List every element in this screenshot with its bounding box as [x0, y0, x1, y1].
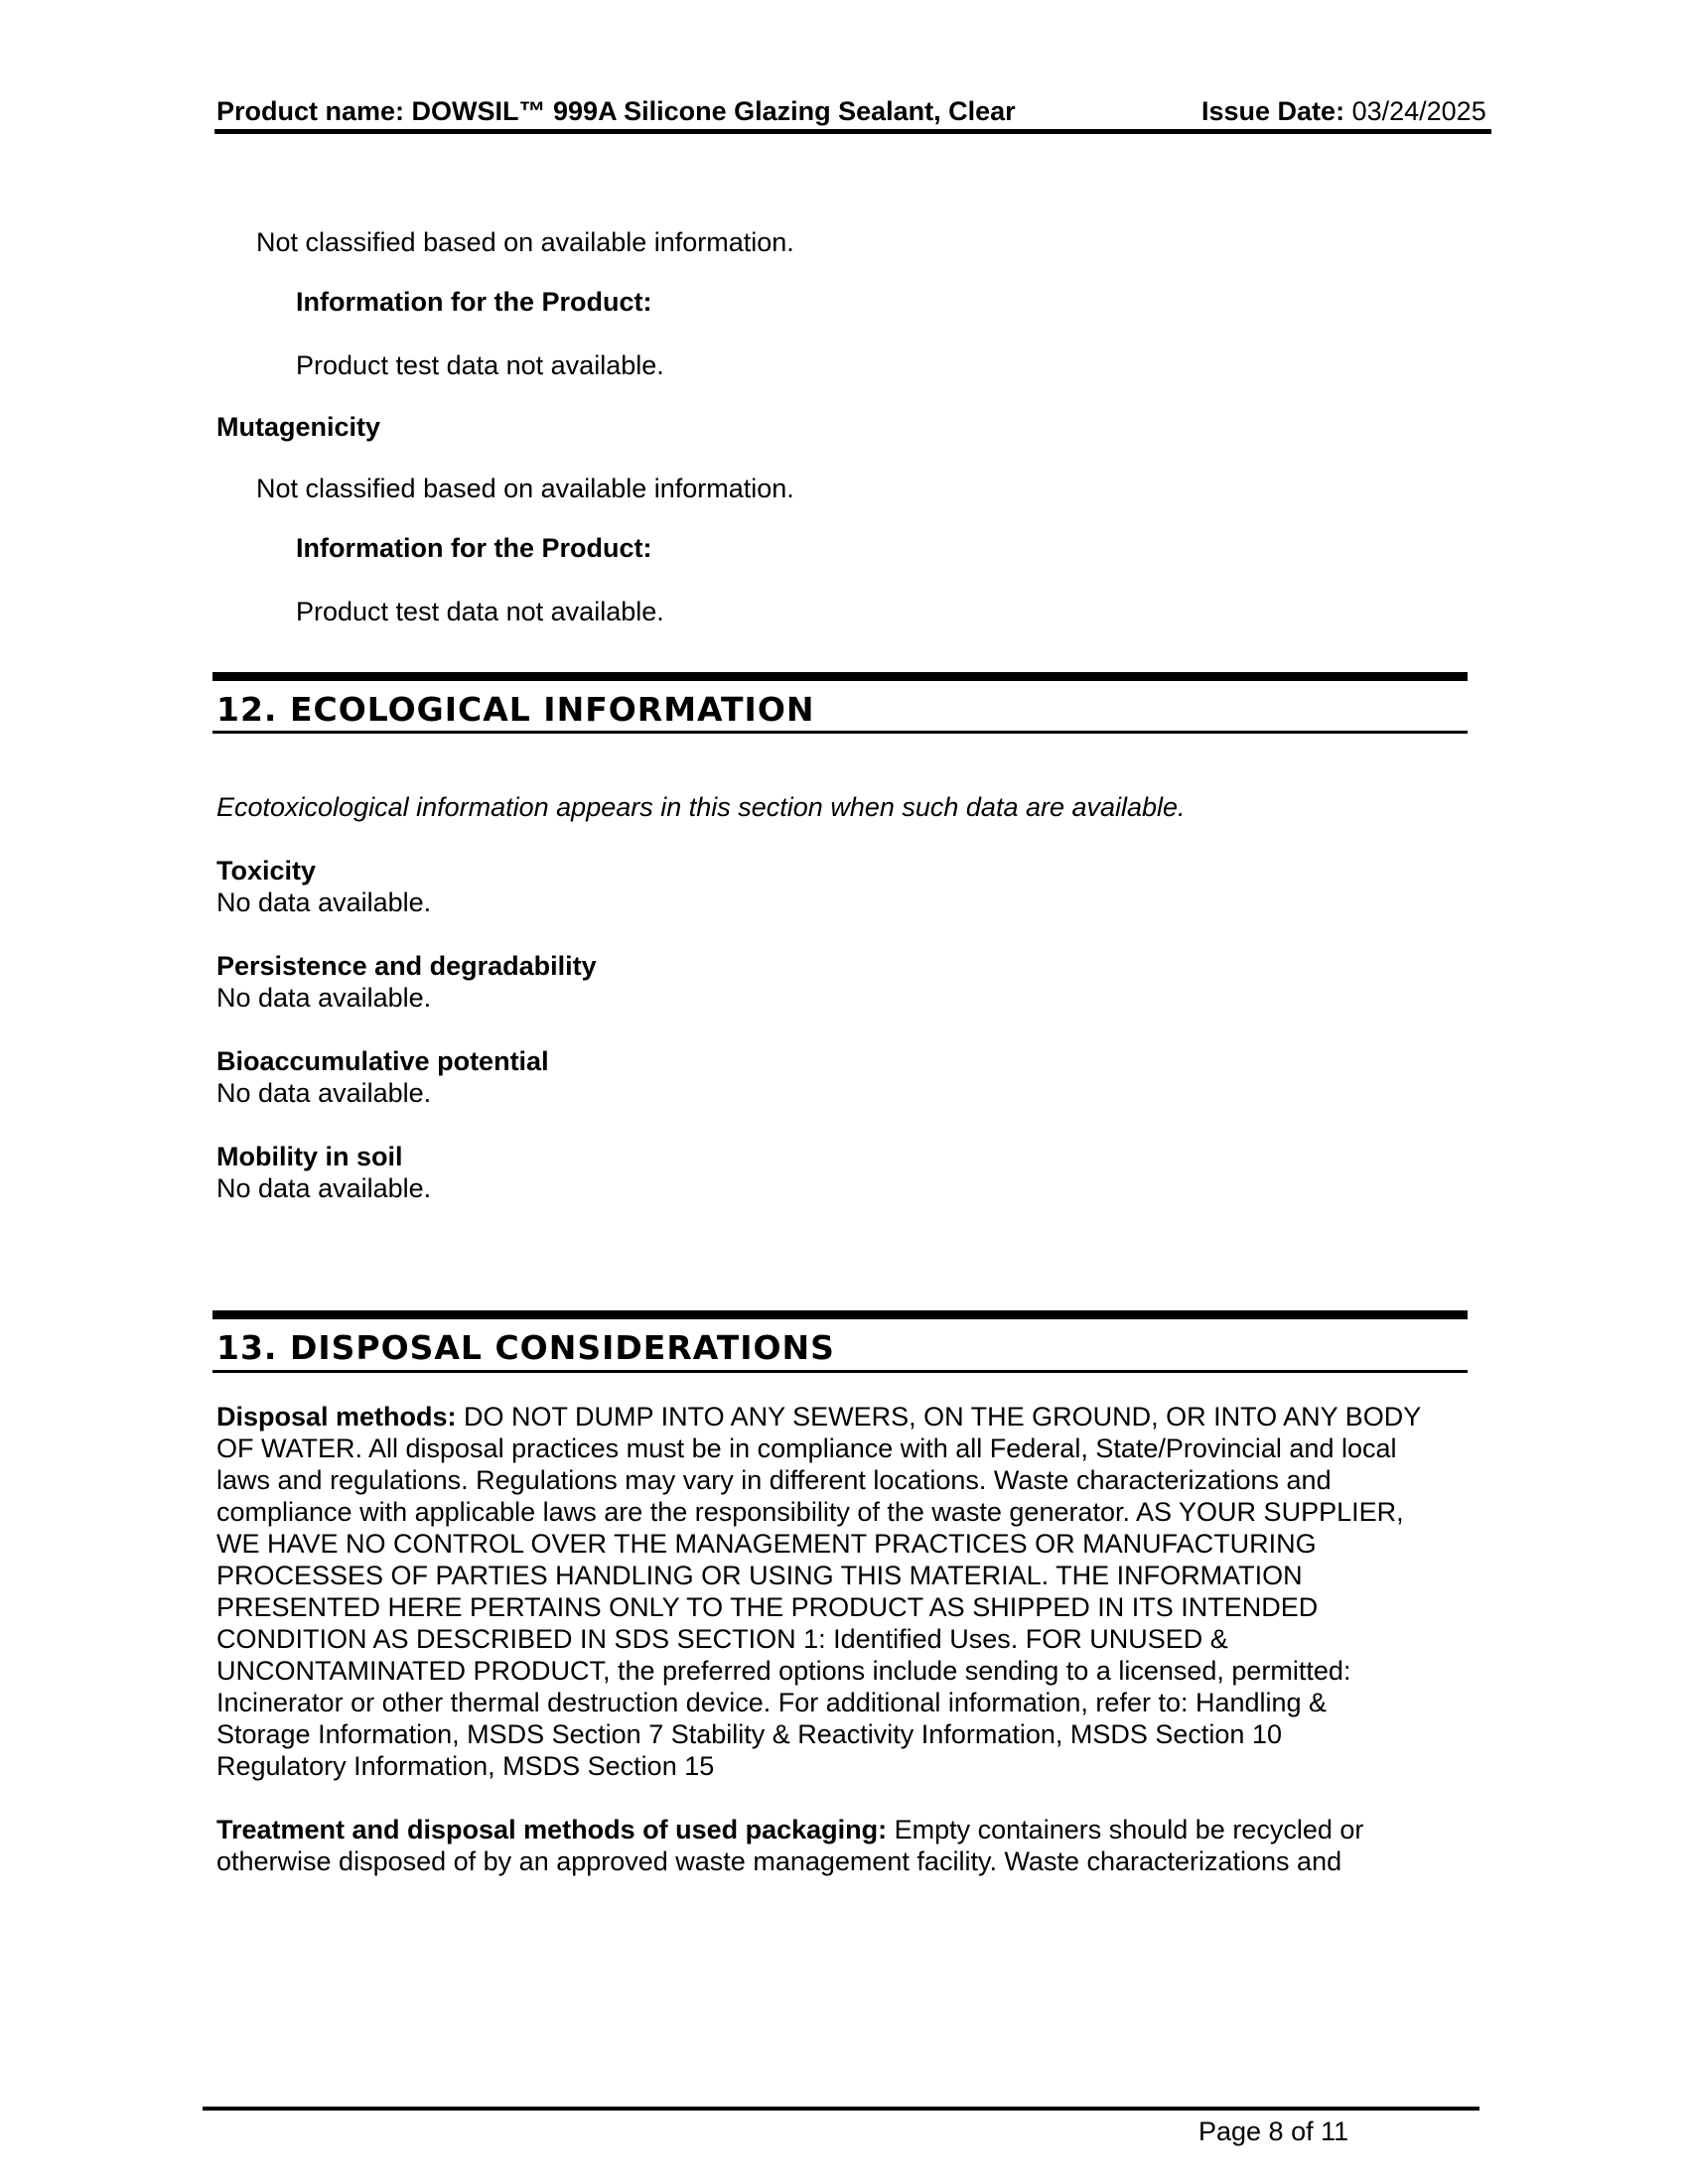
packaging-paragraph	[216, 1814, 1472, 1877]
persistence-text: No data available.	[216, 983, 432, 1013]
page-number: Page 8 of 11	[1198, 2116, 1349, 2146]
section-12-top-rule	[212, 672, 1468, 681]
disposal-line: Regulatory Information, MSDS Section 15	[216, 1751, 715, 1781]
packaging-line: otherwise disposed of by an approved waste management facility. Waste characterizations and	[216, 1846, 1342, 1876]
mutagenicity-info-heading: Information for the Product:	[296, 533, 652, 563]
carcinogenicity-info-heading: Information for the Product:	[296, 287, 652, 317]
mutagenicity-text: Not classified based on available information.	[256, 474, 794, 503]
disposal-line: UNCONTAMINATED PRODUCT, the preferred options include sending to a licensed, permitted:	[216, 1656, 1351, 1686]
issue-date-label: Issue Date:	[1201, 96, 1345, 126]
disposal-line: WE HAVE NO CONTROL OVER THE MANAGEMENT PRACTICES OR MANUFACTURING	[216, 1529, 1317, 1559]
disposal-methods-label: Disposal methods:	[216, 1402, 457, 1432]
packaging-label: Treatment and disposal methods of used packaging:	[216, 1815, 888, 1844]
header-rule	[214, 129, 1491, 134]
carcinogenicity-info-text: Product test data not available.	[296, 350, 664, 380]
section-12-title: 12. ECOLOGICAL INFORMATION	[216, 690, 815, 729]
disposal-line: compliance with applicable laws are the responsibility of the waste generator. AS YOUR SUPPLIER,	[216, 1497, 1404, 1527]
disposal-line-text: DO NOT DUMP INTO ANY SEWERS, ON THE GROUND, OR INTO ANY BODY	[456, 1402, 1422, 1432]
disposal-line: Storage Information, MSDS Section 7 Stability & Reactivity Information, MSDS Section 10	[216, 1719, 1282, 1749]
packaging-line-text: Empty containers should be recycled or	[887, 1815, 1364, 1844]
mutagenicity-info-text: Product test data not available.	[296, 597, 664, 626]
product-name: Product name: DOWSIL™ 999A Silicone Glazing Sealant, Clear	[216, 96, 1016, 126]
persistence-heading: Persistence and degradability	[216, 951, 597, 981]
footer-rule	[203, 2107, 1479, 2111]
disposal-line	[216, 1401, 1472, 1433]
issue-date-value: 03/24/2025	[1351, 96, 1486, 126]
disposal-line: PROCESSES OF PARTIES HANDLING OR USING THIS MATERIAL. THE INFORMATION	[216, 1561, 1303, 1590]
disposal-line: Incinerator or other thermal destruction device. For additional information, refer to: Handling &	[216, 1688, 1328, 1717]
mobility-text: No data available.	[216, 1173, 432, 1203]
bioaccumulative-heading: Bioaccumulative potential	[216, 1046, 549, 1076]
disposal-line: OF WATER. All disposal practices must be in compliance with all Federal, State/Provincial and local	[216, 1433, 1397, 1463]
issue-date	[1201, 96, 1486, 127]
section-13-title: 13. DISPOSAL CONSIDERATIONS	[216, 1328, 835, 1367]
carcinogenicity-text: Not classified based on available information.	[256, 227, 794, 257]
disposal-line: CONDITION AS DESCRIBED IN SDS SECTION 1: Identified Uses. FOR UNUSED &	[216, 1624, 1228, 1654]
packaging-line	[216, 1814, 1472, 1845]
ecotox-intro: Ecotoxicological information appears in this section when such data are available.	[216, 792, 1186, 822]
toxicity-heading: Toxicity	[216, 856, 317, 886]
disposal-line: laws and regulations. Regulations may vary in different locations. Waste characterizations and	[216, 1465, 1332, 1495]
disposal-methods-paragraph	[216, 1401, 1472, 1782]
bioaccumulative-text: No data available.	[216, 1078, 432, 1108]
toxicity-text: No data available.	[216, 887, 432, 917]
disposal-line: PRESENTED HERE PERTAINS ONLY TO THE PRODUCT AS SHIPPED IN ITS INTENDED	[216, 1592, 1319, 1622]
mobility-heading: Mobility in soil	[216, 1142, 403, 1171]
section-13-bottom-rule	[212, 1370, 1468, 1373]
section-13-top-rule	[212, 1310, 1468, 1319]
section-12-bottom-rule	[212, 731, 1468, 734]
mutagenicity-heading: Mutagenicity	[216, 412, 381, 442]
